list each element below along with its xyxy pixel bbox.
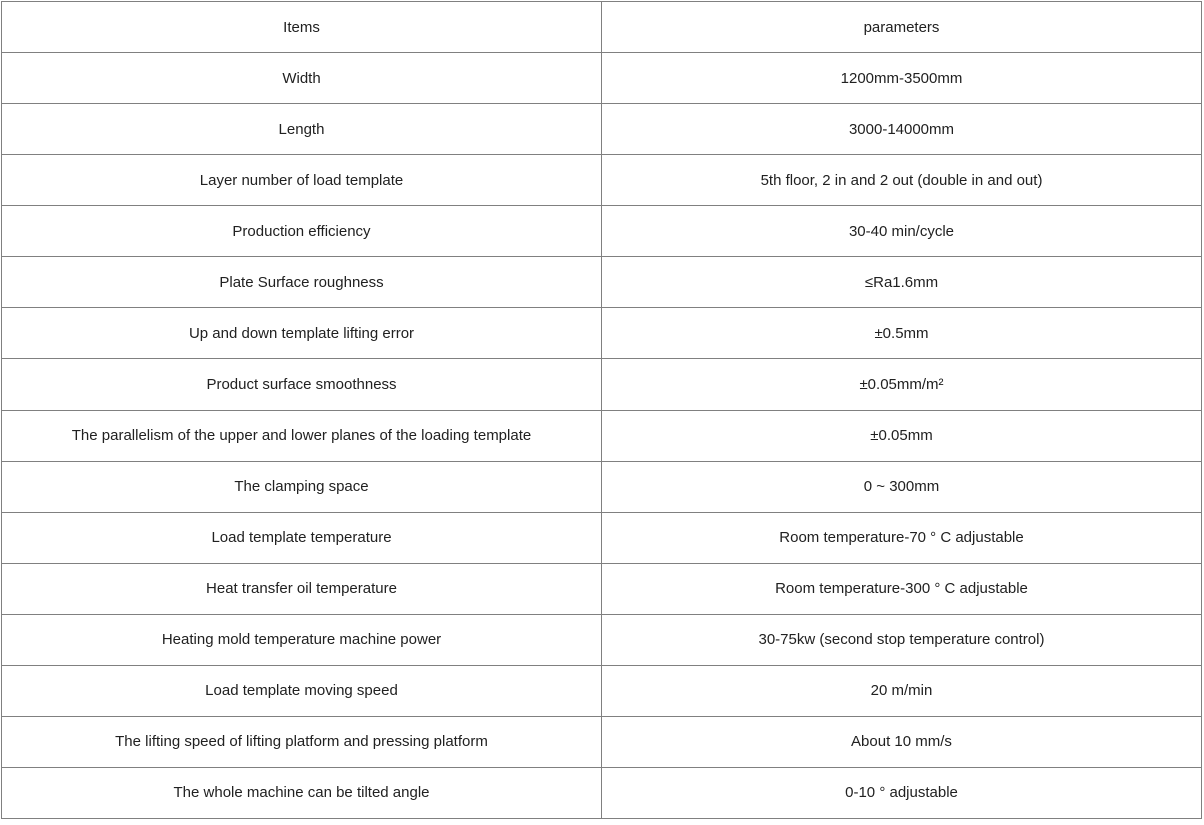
table-row [2,359,1202,410]
table-row [2,614,1202,665]
parameter-cell: 20 m/min [602,665,1202,716]
table-row [2,308,1202,359]
parameter-cell: ≤Ra1.6mm [602,257,1202,308]
item-cell: Product surface smoothness [2,359,602,410]
parameter-cell: ±0.05mm [602,410,1202,461]
parameter-cell: 30-75kw (second stop temperature control) [602,614,1202,665]
item-cell: Load template temperature [2,512,602,563]
parameter-cell: ±0.5mm [602,308,1202,359]
table-row [2,563,1202,614]
item-cell: The whole machine can be tilted angle [2,767,602,818]
table-row [2,53,1202,104]
table-row [2,155,1202,206]
item-cell: Heat transfer oil temperature [2,563,602,614]
table-row [2,410,1202,461]
table-row [2,665,1202,716]
parameter-cell: 5th floor, 2 in and 2 out (double in and out) [602,155,1202,206]
parameter-cell: 30-40 min/cycle [602,206,1202,257]
item-cell: The lifting speed of lifting platform and pressing platform [2,716,602,767]
header-row [2,2,1202,53]
parameter-cell: 1200mm-3500mm [602,53,1202,104]
table-row [2,257,1202,308]
table-row [2,461,1202,512]
parameter-cell: Room temperature-70 ° C adjustable [602,512,1202,563]
table-row [2,206,1202,257]
item-cell: Production efficiency [2,206,602,257]
parameter-cell: 0 ~ 300mm [602,461,1202,512]
parameter-cell: Room temperature-300 ° C adjustable [602,563,1202,614]
parameter-cell: 0-10 ° adjustable [602,767,1202,818]
item-cell: Layer number of load template [2,155,602,206]
item-cell: Width [2,53,602,104]
parameter-cell: ±0.05mm/m² [602,359,1202,410]
item-cell: Up and down template lifting error [2,308,602,359]
item-cell: The parallelism of the upper and lower planes of the loading template [2,410,602,461]
parameter-cell: About 10 mm/s [602,716,1202,767]
parameter-cell: 3000-14000mm [602,104,1202,155]
parameters-header: parameters [602,2,1202,53]
table-row [2,767,1202,818]
item-cell: Length [2,104,602,155]
table-row [2,512,1202,563]
item-cell: Load template moving speed [2,665,602,716]
table-row [2,104,1202,155]
item-cell: The clamping space [2,461,602,512]
specification-table [1,1,1202,819]
item-cell: Heating mold temperature machine power [2,614,602,665]
items-header: Items [2,2,602,53]
table-row [2,716,1202,767]
item-cell: Plate Surface roughness [2,257,602,308]
